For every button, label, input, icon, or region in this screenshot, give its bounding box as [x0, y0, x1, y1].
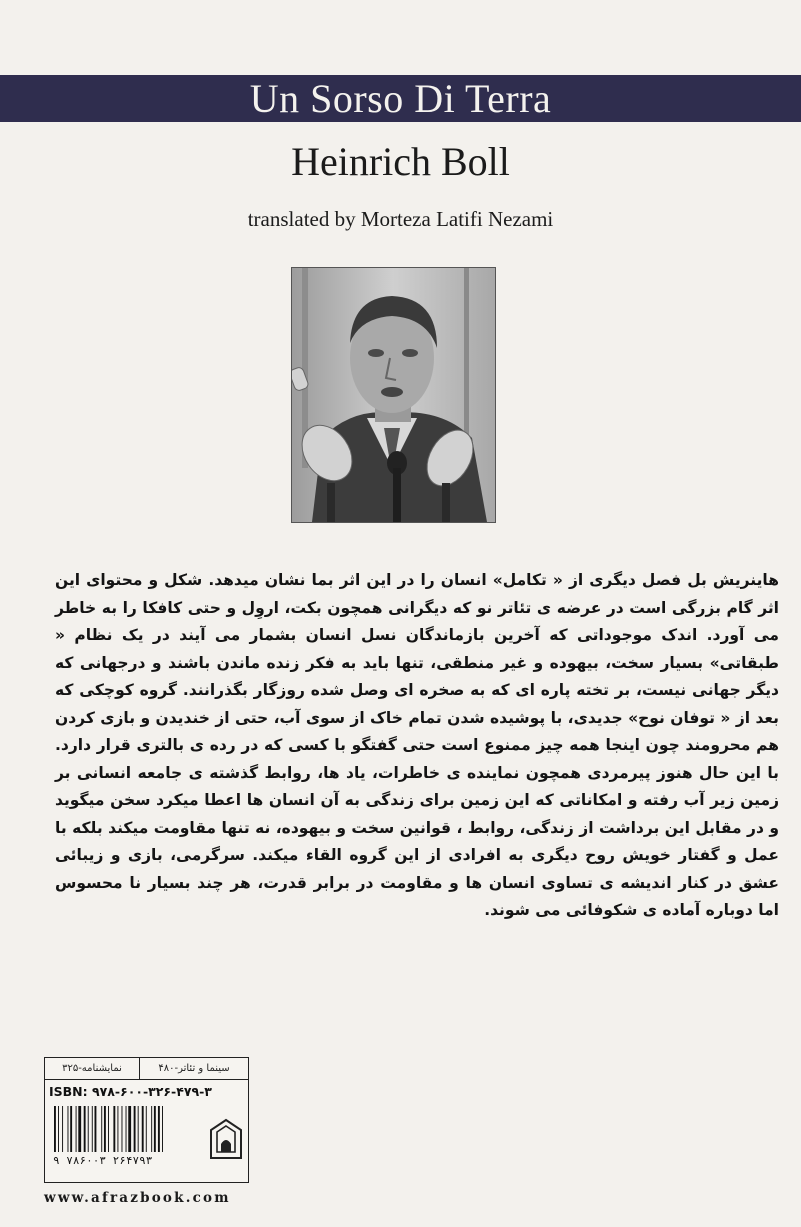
publisher-website: www.afrazbook.com [44, 1190, 231, 1206]
classification-codes [45, 1058, 248, 1080]
barcode-digits: ۹ ۷۸۶۰۰۳ ۲۶۴۷۹۳ [53, 1154, 153, 1167]
code-right: سینما و تئاتر-۴۸۰ [158, 1063, 230, 1074]
code-left: نمایشنامه-۳۲۵ [45, 1058, 140, 1079]
barcode-icon [53, 1106, 203, 1152]
barcode-box [44, 1057, 249, 1183]
series-title: Un Sorso Di Terra [249, 76, 552, 121]
author-name: Heinrich Boll [291, 139, 510, 184]
translator-credit: translated by Morteza Latifi Nezami [247, 207, 554, 231]
isbn-number: ISBN: ۹۷۸-۶۰۰-۳۲۶-۴۷۹-۳ [49, 1084, 212, 1099]
title-band [0, 75, 801, 122]
author-portrait-photo [291, 267, 496, 523]
synopsis-text: هاینریش بل فصل دیگری از « تکامل» انسان را در این اثر بما نشان میدهد. شکل و محتوای این اثر گام بزرگی است در عرضه ی تئاتر نو که دیگرانی همچون بکت، اروِل و حتی کافکا را به خاطر می آورد. اندک موجوداتی که آخرین بازماندگان نسل انسان بشمار می آیند در یک نظام « طبقاتی» بسیار سخت، بیهوده و غیر منطقی، تنها باید به فکر زنده ماندن باشند و درجهانی که دیگر جهانی نیست، بر تخته پاره ای که به صخره ای وصل شده روزگار بگذرانند. گروه کوچکی که بعد از « توفان نوح» جدیدی، با پوشیده شدن تمام خاک از سوی آب، حتی از خندیدن و بازی کردن هم محرومند چون اینجا همه چیز ممنوع است حتی گفتگو با کسی که در رده ی بالتری قرار دارد. با این حال هنوز پیرمردی همچون نماینده ی خاطرات، یاد ها، روابط گذشته ی جامعه انسانی بر زمین زیر آب رفته و امکاناتی که این زمین برای زندگی به آن انسان ها اعطا میکرد سخن میگوید و در مقابل این برداشت از زندگی، روابط ، قوانین سخت و بیهوده، نه تنها مقاومت میکند بلکه با عمل و گفتار خویش روح دیگری به افرادی از این گروه القاء میکند. سرگرمی، بازی و زیبائی عشق در کنار اندیشه ی تساوی انسان ها و مقاومت در برابر قدرت، هر چند بسیار نا محسوس اما دوباره آماده ی شکوفائی می شوند. [55, 571, 779, 919]
afraz-logo-icon [209, 1118, 243, 1160]
